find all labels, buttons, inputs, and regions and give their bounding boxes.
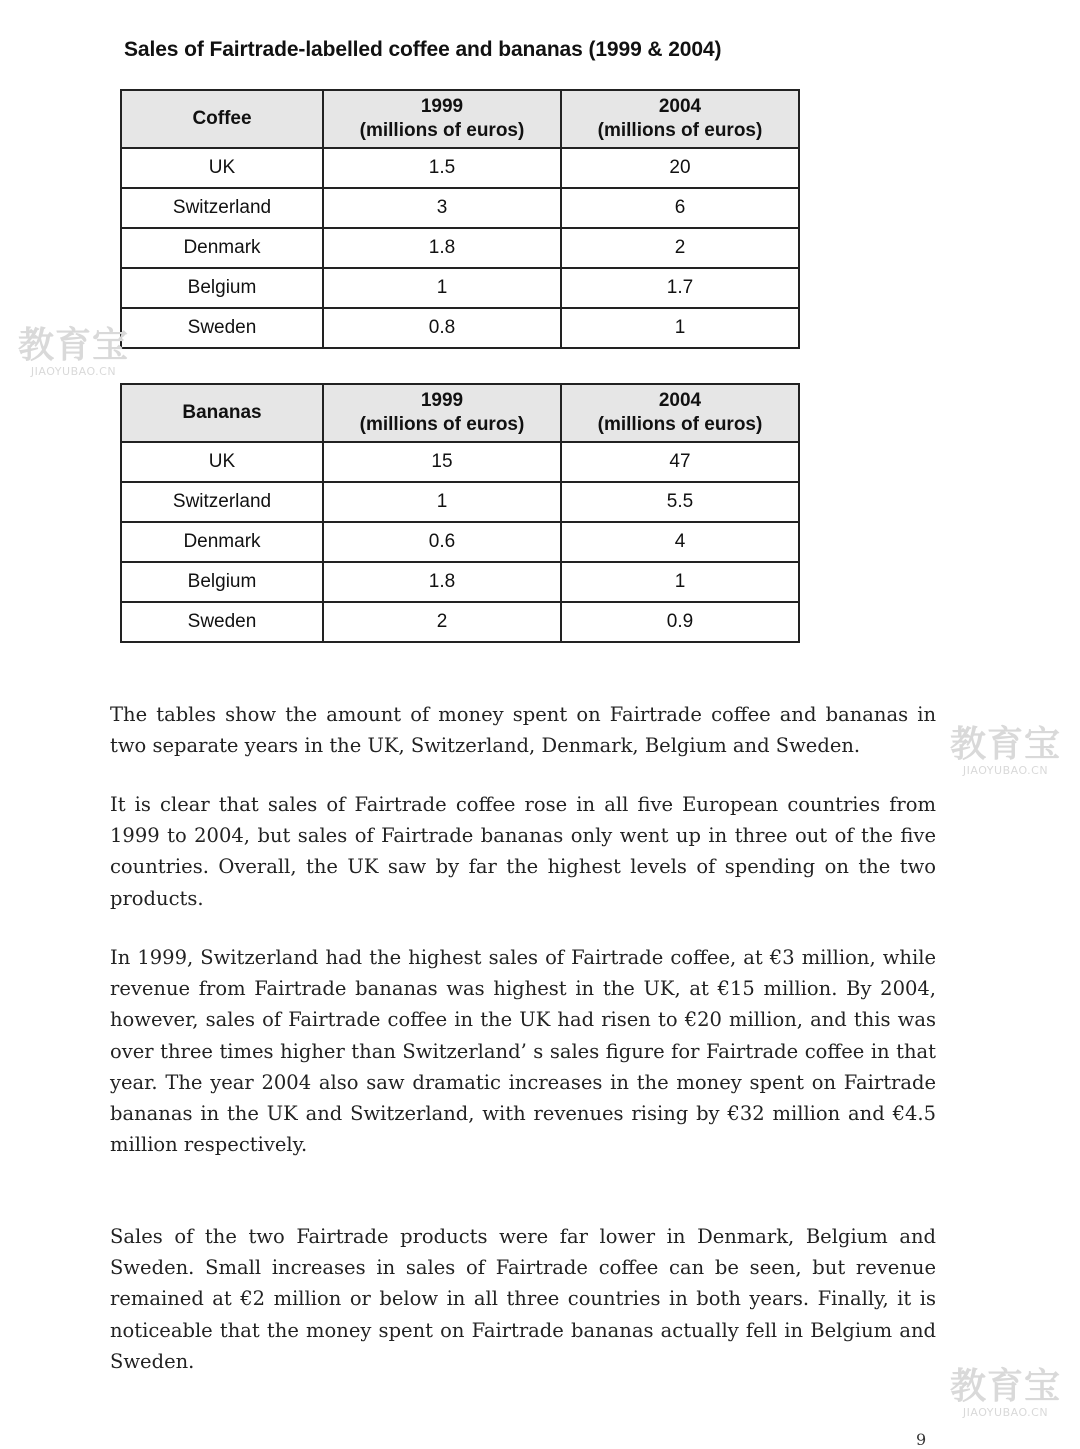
table-header-row [121, 90, 799, 148]
header-unit: (millions of euros) [597, 414, 763, 435]
table-row [121, 228, 799, 268]
table-row [121, 482, 799, 522]
value-2004-cell: 0.9 [561, 602, 799, 642]
country-cell: Belgium [121, 562, 323, 602]
country-cell: Sweden [121, 602, 323, 642]
watermark-cn-text: 教育宝 [950, 724, 1062, 765]
value-1999-cell: 0.6 [323, 522, 561, 562]
watermark-en-text: JIAOYUBAO.CN [30, 365, 117, 378]
header-product: Bananas [121, 384, 323, 442]
header-unit: (millions of euros) [359, 120, 525, 141]
value-2004-cell: 1 [561, 562, 799, 602]
value-1999-cell: 15 [323, 442, 561, 482]
paragraph-detail-1: In 1999, Switzerland had the highest sales of Fairtrade coffee, at €3 million, while revenue from Fairtrade bananas was highest in the UK, at €15 million. By 2004, however, sales of Fairtrade coffee in the UK had risen to €20 million, and this was over three times higher than Switzerland’ s sales figure for Fairtrade coffee in that year. The year 2004 also saw dramatic increases in the money spent on Fairtrade bananas in the UK and Switzerland, with revenues rising by €32 million and €4.5 million respectively. [110, 946, 936, 1157]
header-1999 [323, 384, 561, 442]
value-2004-cell: 5.5 [561, 482, 799, 522]
watermark-cn-text: 教育宝 [950, 1366, 1062, 1407]
value-2004-cell: 6 [561, 188, 799, 228]
country-cell: Switzerland [121, 482, 323, 522]
value-2004-cell: 2 [561, 228, 799, 268]
watermark-cn-text: 教育宝 [18, 325, 130, 366]
watermark-en-text: JIAOYUBAO.CN [962, 764, 1049, 777]
value-2004-cell: 4 [561, 522, 799, 562]
value-1999-cell: 1.8 [323, 228, 561, 268]
country-cell: Belgium [121, 268, 323, 308]
watermark-en-text: JIAOYUBAO.CN [962, 1406, 1049, 1419]
coffee-sales-table [120, 89, 800, 349]
paragraph-overview: It is clear that sales of Fairtrade coffee rose in all five European countries from 1999 to 2004, but sales of Fairtrade bananas only went up in three out of the five countries. Overall, the UK saw by far the highest levels of spending on the two products. [110, 793, 936, 910]
paragraph-introduction: The tables show the amount of money spent on Fairtrade coffee and bananas in two separate years in the UK, Switzerland, Denmark, Belgium and Sweden. [110, 703, 936, 758]
table-header-row [121, 384, 799, 442]
value-1999-cell: 1 [323, 482, 561, 522]
header-year: 1999 [420, 390, 464, 411]
value-2004-cell: 1.7 [561, 268, 799, 308]
header-product: Coffee [121, 90, 323, 148]
watermark-logo [950, 1366, 1062, 1419]
value-1999-cell: 1.8 [323, 562, 561, 602]
table-row [121, 522, 799, 562]
value-1999-cell: 1 [323, 268, 561, 308]
table-row [121, 562, 799, 602]
country-cell: Denmark [121, 522, 323, 562]
table-row [121, 148, 799, 188]
country-cell: Sweden [121, 308, 323, 348]
value-1999-cell: 3 [323, 188, 561, 228]
country-cell: Denmark [121, 228, 323, 268]
header-year: 1999 [420, 96, 464, 117]
header-year: 2004 [658, 390, 702, 411]
value-1999-cell: 2 [323, 602, 561, 642]
table-row [121, 188, 799, 228]
country-cell: UK [121, 442, 323, 482]
header-unit: (millions of euros) [597, 120, 763, 141]
paragraph-detail-2: Sales of the two Fairtrade products were far lower in Denmark, Belgium and Sweden. Small increases in sales of Fairtrade coffee can be seen, but revenue remained at €2 million or below in all three countries in both years. Finally, it is noticeable that the money spent on Fairtrade bananas actually fell in Belgium and Sweden. [110, 1225, 936, 1373]
table-row [121, 308, 799, 348]
header-unit: (millions of euros) [359, 414, 525, 435]
table-row [121, 602, 799, 642]
value-2004-cell: 1 [561, 308, 799, 348]
table-row [121, 268, 799, 308]
header-2004 [561, 90, 799, 148]
header-year: 2004 [658, 96, 702, 117]
value-2004-cell: 47 [561, 442, 799, 482]
value-2004-cell: 20 [561, 148, 799, 188]
value-1999-cell: 1.5 [323, 148, 561, 188]
bananas-sales-table [120, 383, 800, 643]
value-1999-cell: 0.8 [323, 308, 561, 348]
header-2004 [561, 384, 799, 442]
country-cell: Switzerland [121, 188, 323, 228]
watermark-logo [950, 724, 1062, 777]
header-1999 [323, 90, 561, 148]
country-cell: UK [121, 148, 323, 188]
document-title: Sales of Fairtrade-labelled coffee and bananas (1999 & 2004) [124, 38, 722, 61]
page-number: 9 [916, 1430, 927, 1449]
table-row [121, 442, 799, 482]
watermark-logo [18, 325, 130, 378]
